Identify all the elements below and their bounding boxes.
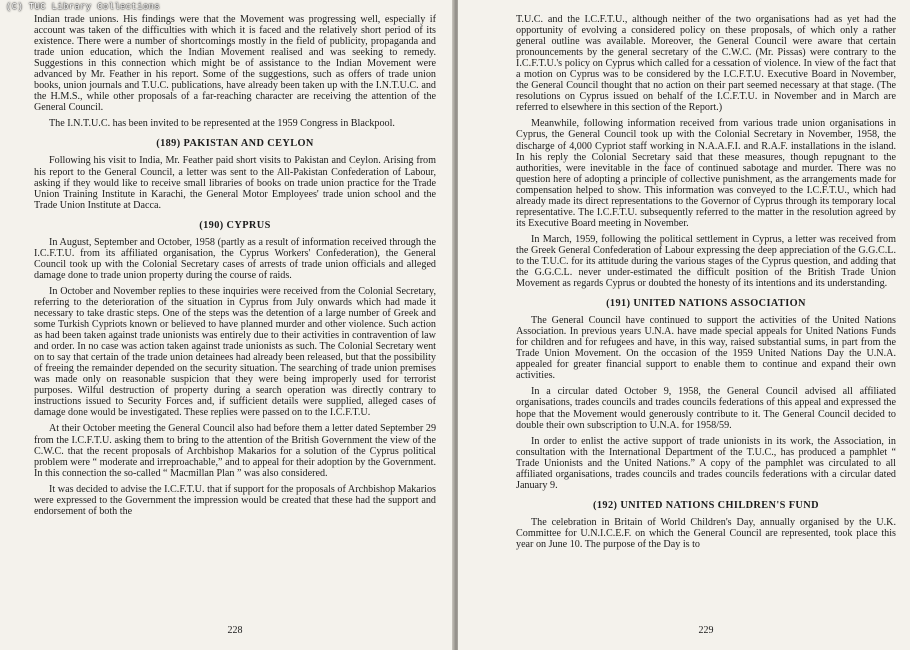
paragraph: In a circular dated October 9, 1958, the General Council advised all affiliated organisations, trades councils and trades councils federations of this appeal and expressed the hope that the Movement would generously contribute to it. The General Council decided to double their own subscription to U.N.A. for 1958/59.	[516, 386, 896, 431]
paragraph: The General Council have continued to support the activities of the United Nations Association. In previous years U.N.A. have made special appeals for United Nations Funds for children and for refugees and have, in this way, raised substantial sums, in part from the Trade Union Movement. On the occasion of the 1959 United Nations Day the U.N.A. appealed for greater financial support to enable them to continue and expand their own activities.	[516, 315, 896, 382]
paragraph: Indian trade unions. His findings were that the Movement was progressing well, especially if account was taken of the difficulties with which it is faced and the relatively short period of its existence. There were a number of shortcomings mostly in the field of publicity, propaganda and trade union education, which the Indian Movement realised and was seeking to remedy. Suggestions in this connection which might be of assistance to the Indian Movement were advanced by Mr. Feather in his report. Some of the suggestions, such as offers of trade union books, union journals and T.U.C. publications, have already been taken up with the I.N.T.U.C. and the H.M.S., while other proposals of a far-reaching character are receiving the attention of the General Council.	[34, 14, 436, 114]
paragraph: At their October meeting the General Council also had before them a letter dated September 29 from the I.C.F.T.U. asking them to bring to the attention of the British Government the view of the C.W.C. that the recent proposals of Archbishop Makarios for a solution of the Cyprus political problem were “ moderate and irreproachable,” and to appeal for their adoption by the Government. In this connection the so-called “ Macmillan Plan ” was also considered.	[34, 423, 436, 479]
paragraph: In March, 1959, following the political settlement in Cyprus, a letter was received from the Greek General Confederation of Labour expressing the deep appreciation of the G.G.C.L. to the T.U.C. for its attitude during the various stages of the Cyprus question, and adding that the G.G.C.L. never under-estimated the difficult position of the British Trade Union Movement as regards Cyprus or doubted the honesty of its intentions and its understanding.	[516, 233, 896, 290]
section-heading-192: (192) UNITED NATIONS CHILDREN'S FUND	[593, 499, 819, 511]
page-number: 229	[698, 625, 714, 636]
paragraph: Meanwhile, following information received from various trade union organisations in Cyprus, the General Council took up with the Colonial Secretary in November, 1958, the discharge of 4,000 Cypriot staff working in N.A.A.F.I. and R.A.F. installations in the island. In his reply the Colonial Secretary said that these measures, though repugnant to the authorities, were inevitable in the face of continued sabotage and murder. There was no question here of adopting a principle of collective punishment, as the arrangements made for compensation helped to show. This information was conveyed to the I.C.F.T.U., which had already made its direct representations to the Governor of Cyprus through its temporary local representative. The I.C.F.T.U. subsequently referred to the matter in the resolution agreed by its Executive Board meeting in November.	[516, 118, 896, 229]
right-page	[458, 0, 910, 650]
right-page-text	[516, 14, 896, 550]
page-number: 228	[227, 625, 243, 636]
paragraph: In order to enlist the active support of trade unionists in its work, the Association, in consultation with the International Department of the T.U.C., has produced a pamphlet “ Trade Unionists and the United Nations.” A copy of the pamphlet was circulated to all affiliated organisations, trades councils and trades councils federations with a circular dated January 9.	[516, 435, 896, 491]
paragraph: It was decided to advise the I.C.F.T.U. that if support for the proposals of Archbishop Makarios were expressed to the Government the impression would be created that these had the support and endorsement of both the	[34, 483, 436, 517]
paragraph: In October and November replies to these inquiries were received from the Colonial Secretary, referring to the deterioration of the situation in Cyprus from July onwards which had made it necessary to take drastic steps. One of the steps was the detention of a large number of Greek and some Turkish Cypriots known or believed to have planned murder and other violence. Such action as had been taken against trade unionists was entirely due to their activities in contravention of law and order. In no case was action taken against trade unionists as such. The Colonial Secretary went on to say that certain of the trade union detainees had already been released, but that the possibility of freeing the remainder depended on the security situation. The searching of trade union premises was made only on reasonable suspicion that they were being improperly used for terrorist purposes. Wilful destruction of property during a search operation was directly contrary to instructions issued to Security Forces and, if sufficient details were supplied, alleged cases of damage done would be investigated. These replies were passed on to the I.C.F.T.U.	[34, 285, 436, 419]
paragraph: T.U.C. and the I.C.F.T.U., although neither of the two organisations had as yet had the opportunity of evolving a considered policy on these proposals, of which only a rather general outline was available. Moreover, the General Council were aware that certain pronouncements by the general secretary of the C.W.C. (Mr. Pissas) were contrary to the I.C.F.T.U.'s policy on Cyprus which called for a cessation of violence. In view of the fact that a motion on Cyprus was to be considered by the I.C.F.T.U. Executive Board in November, the General Council thought that no action on their part seemed necessary at that stage. (The resolutions on Cyprus issued on behalf of the I.C.F.T.U. in November and in March are referred to elsewhere in this section of the Report.)	[516, 14, 896, 114]
left-page	[0, 0, 454, 650]
paragraph: The I.N.T.U.C. has been invited to be represented at the 1959 Congress in Blackpool.	[49, 118, 395, 130]
paragraph: Following his visit to India, Mr. Feather paid short visits to Pakistan and Ceylon. Arising from his report to the General Council, a letter was sent to the All-Pakistan Confederation of Labour, asking if they would like to receive small libraries of books on trade union practice for the Trade Union Training Institute in Karachi, the General Motor Employees' trade union school and the Trade Union Institute at Dacca.	[34, 155, 436, 211]
section-heading-189: (189) PAKISTAN AND CEYLON	[156, 138, 314, 150]
watermark: (C) TUC Library Collections	[6, 2, 160, 12]
left-page-text	[34, 14, 436, 517]
paragraph: In August, September and October, 1958 (partly as a result of information received through the I.C.F.T.U. from its affiliated organisation, the Cyprus Workers' Confederation), the General Council took up with the Colonial Secretary cases of arrests of trade union officials and alleged damage done to trade union property during the course of raids.	[34, 236, 436, 281]
paragraph: The celebration in Britain of World Children's Day, annually organised by the U.K. Committee for U.N.I.C.E.F. on which the General Council are represented, took place this year on June 10. The purpose of the Day is to	[516, 516, 896, 550]
section-heading-190: (190) CYPRUS	[199, 219, 271, 231]
section-heading-191: (191) UNITED NATIONS ASSOCIATION	[606, 298, 806, 310]
